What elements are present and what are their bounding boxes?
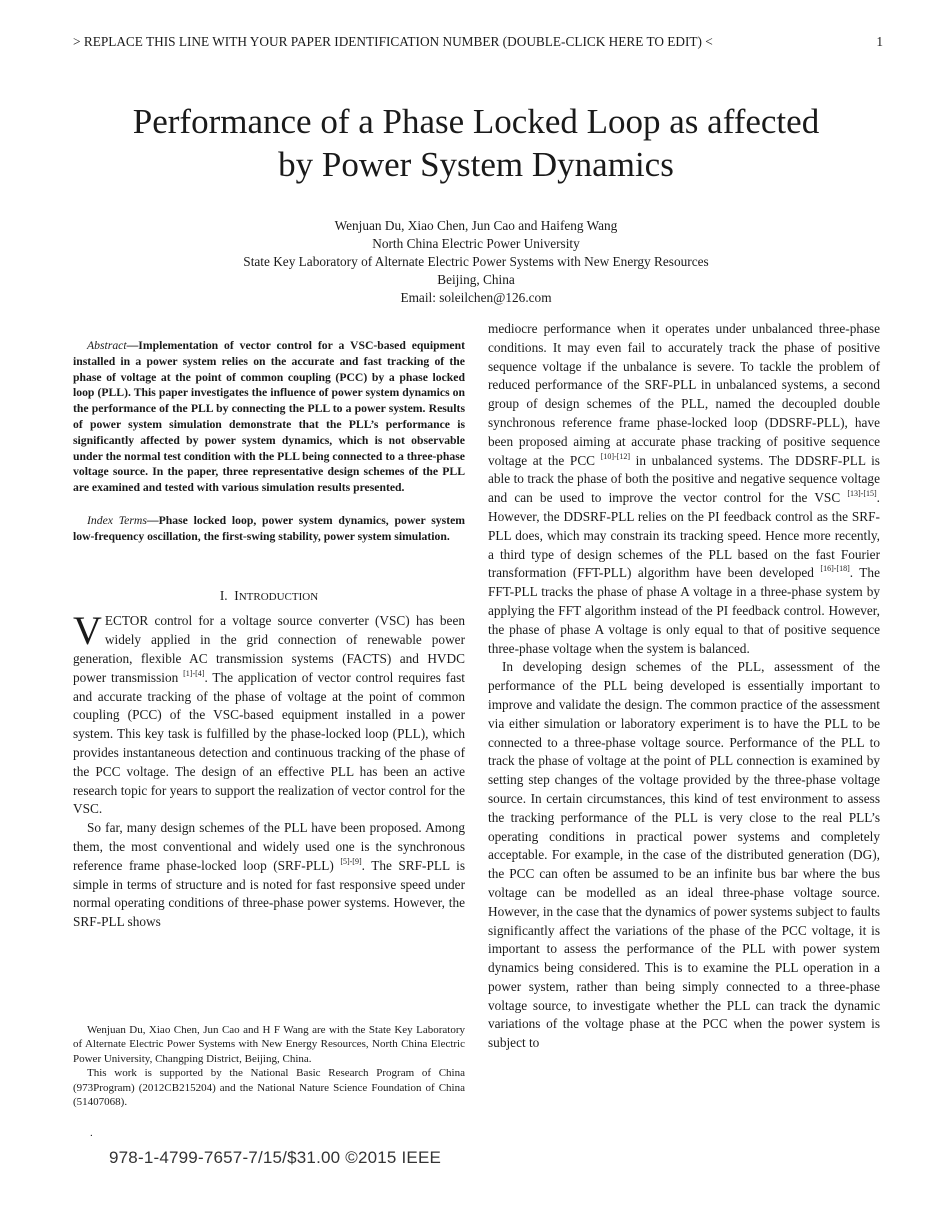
citation: [10]-[12] — [600, 451, 631, 461]
index-terms-lead: Index Terms — [87, 513, 147, 527]
footnote-dot: . — [90, 1127, 93, 1139]
right-paragraph-2: In developing design schemes of the PLL, assessment of the performance of the PLL being developed is essentially important to improve and validate the design. The common practice of the assessment via either simulation or laboratory experiment is to have the PLL to be connected to a three-phase voltage source. Performance of the PLL to track the phase of voltage at the point of PLL connection is examined by setting step changes of the voltage provided by the three-phase voltage source. In certain circumstances, this kind of test environment to assess the tracking performance of the PLL is very close to the real PLL’s operating conditions in practical power systems and completely acceptable. For example, in the case of the distributed generation (DG), the PCC can often be assumed to be an infinite bus bar where the bus voltage can be modelled as an ideal three-phase voltage source. However, in the case that the dynamics of power systems subject to faults significantly affect the variations of the phase of the PCC voltage, it is important to assess the performance of the PLL with power system dynamics being considered. This is to examine the PLL operation in a power system, rather than being simply connected to a three-phase voltage source, to investigate whether the PLL can track the dynamic variations of the voltage phase at the PCC when the power system is subject to — [488, 659, 880, 1051]
right-column — [488, 320, 880, 1053]
citation: [13]-[15] — [847, 489, 877, 499]
title-line-2: by Power System Dynamics — [278, 145, 674, 184]
right-paragraph-1: mediocre performance when it operates under unbalanced three-phase conditions. It may even fail to accurately track the phase of positive sequence voltage if the unbalance is severe. To tackle the problem of reduced performance of the SRF-PLL in unbalanced systems, a second group of design schemes of the PLL, named the decoupled double synchronous reference frame phase-locked loop (DDSRF-PLL), have been proposed aiming at accurate phase tracking of positive sequence voltage at the PCC [10]-[12] in unbalanced systems. The DDSRF-PLL is able to track the phase of both the positive and negative sequence voltage and can be used to improve the vector control for the VSC [13]-[15]. However, the DDSRF-PLL relies on the PI feedback control as the SRF-PLL does, which may constrain its tracking speed. Hence more recently, a third type of design schemes of the PLL based on the fast Fourier transformation (FFT-PLL) algorithm have been developed [16]-[18]. The FFT-PLL tracks the phase of phase A voltage in a three-phase system by applying the FFT algorithm instead of the PI feedback control. However, the phase of phase A voltage is only equal to that of positive sequence three-phase voltage when the system is balanced. — [488, 321, 880, 656]
drop-cap: V — [73, 608, 102, 654]
index-terms-body: —Phase locked loop, power system dynamics, power system low-frequency oscillation, the first-swing stability, power system simulation. — [73, 513, 466, 543]
citation: [16]-[18] — [820, 564, 850, 574]
title-line-1: Performance of a Phase Locked Loop as affected — [132, 102, 820, 141]
page-number: 1 — [876, 34, 883, 49]
header-text: > REPLACE THIS LINE WITH YOUR PAPER IDENTIFICATION NUMBER (DOUBLE-CLICK HERE TO EDIT) < — [73, 34, 713, 49]
running-header — [73, 34, 883, 50]
intro-paragraph-1: VECTOR control for a voltage source converter (VSC) has been widely applied in the grid connection of renewable power generation, flexible AC transmission systems (FACTS) and HVDC power transmission [1]-[4]. The application of vector control requires fast and accurate tracking of the phase of voltage at the point of common coupling (PCC) of the VSC-based equipment installed in a power system. This key task is fulfilled by the phase-locked loop (PLL), which provides instantaneous detection and continuous tracking of the phase of the PCC voltage. The design of an effective PLL has been an active research topic for years to support the realization of vector control for the VSC. — [73, 608, 466, 817]
isbn-copyright: 978-1-4799-7657-7/15/$31.00 ©2015 IEEE — [109, 1148, 442, 1167]
abstract-lead: Abstract — [87, 339, 127, 352]
citation: [1]-[4] — [183, 668, 205, 678]
footnote — [73, 1023, 465, 1109]
citation: [5]-[9] — [340, 856, 362, 866]
affiliation-2: State Key Laboratory of Alternate Electric Power Systems with New Energy Resources — [243, 254, 709, 269]
intro-paragraph-2: So far, many design schemes of the PLL have been proposed. Among them, the most conventional and widely used one is the synchronous reference frame phase-locked loop (SRF-PLL) [5]-[9]. The SRF-PLL is simple in terms of structure and is noted for fast responsive speed under normal operating conditions of three-phase power systems. However, the SRF-PLL shows — [73, 820, 465, 930]
index-terms — [73, 513, 465, 545]
section-heading-introduction: I. INTRODUCTION — [219, 587, 319, 603]
left-column — [73, 320, 465, 932]
author-block — [0, 217, 952, 307]
author-names: Wenjuan Du, Xiao Chen, Jun Cao and Haifeng Wang — [334, 218, 618, 233]
affiliation-city: Beijing, China — [437, 272, 515, 287]
footnote-affiliation: Wenjuan Du, Xiao Chen, Jun Cao and H F Wang are with the State Key Laboratory of Alternate Electric Power Systems with New Energy Resources, North China Electric Power University, Changping District, Beijing, China. — [73, 1024, 465, 1065]
affiliation-1: North China Electric Power University — [372, 236, 580, 251]
footnote-funding: This work is supported by the National Basic Research Program of China (973Program) (2012CB215204) and the National Nature Science Foundation of China (51407068). — [73, 1067, 465, 1109]
abstract — [73, 338, 465, 496]
paper-title — [0, 100, 952, 186]
abstract-body: —Implementation of vector control for a VSC-based equipment installed in a power system relies on the accurate and fast tracking of the phase of voltage at the point of common coupling (PCC) by a phase locked loop (PLL). This paper investigates the influence of power system dynamics on the performance of the PLL by connecting the PLL to a power system. Results of power system simulation demonstrate that the PLL’s performance is significantly affected by power system dynamics, which is not observable under the normal test condition with the PLL being connected to a three-phase voltage source. In the paper, three representative design schemes of the PLL are examined and tested with various simulation results presented. — [73, 339, 465, 495]
author-email: Email: soleilchen@126.com — [400, 290, 552, 305]
